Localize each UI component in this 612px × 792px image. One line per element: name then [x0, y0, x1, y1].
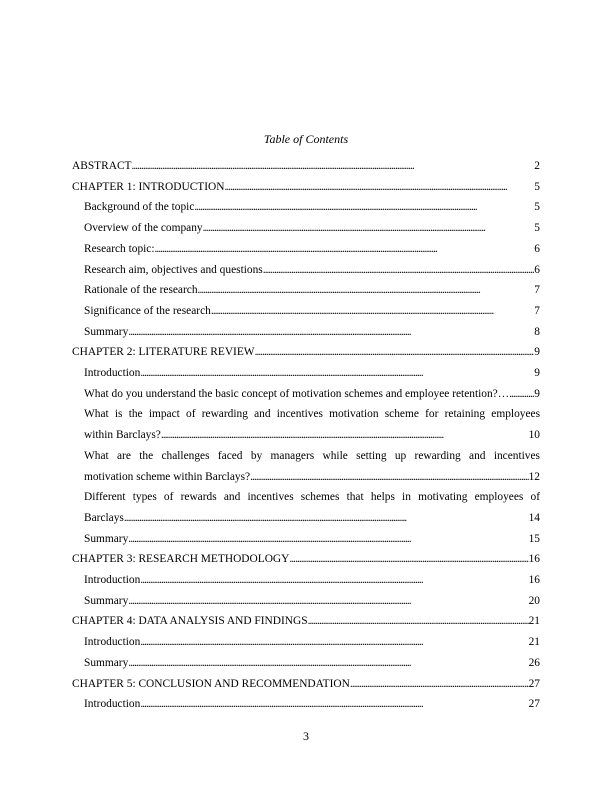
toc-entry[interactable]: [72, 632, 540, 653]
toc-entry-title: Introduction: [84, 367, 141, 380]
toc-entry[interactable]: [72, 446, 540, 487]
toc-entry-title: motivation scheme within Barclays?: [84, 470, 251, 483]
toc-entry-page: 8: [534, 325, 540, 338]
toc-entry-page: 20: [528, 594, 540, 607]
toc-entry[interactable]: [72, 549, 540, 570]
toc-entry-page: 6: [534, 242, 540, 255]
toc-entry[interactable]: [72, 218, 540, 239]
toc-entry-title: Introduction: [84, 574, 141, 587]
toc-entry[interactable]: [72, 260, 540, 281]
toc-entry-page: 16: [528, 553, 540, 566]
toc-entry-title: Introduction: [84, 698, 141, 711]
toc-entry-page: 16: [528, 574, 540, 587]
toc-entry-page: 10: [528, 429, 540, 442]
toc-entry[interactable]: [72, 156, 540, 177]
toc-entry-page: 15: [528, 532, 540, 545]
toc-entry-title: Background of the topic: [84, 201, 195, 214]
toc-entry-page: 9: [534, 387, 540, 400]
toc-entry[interactable]: [72, 570, 540, 591]
dot-leader: [140, 632, 528, 653]
toc-list: [72, 156, 540, 715]
dot-leader: [140, 363, 534, 384]
toc-entry-title: ABSTRACT: [72, 160, 132, 172]
toc-entry-title: Summary: [84, 325, 129, 338]
dot-leader: [161, 425, 529, 446]
toc-title: Table of Contents: [263, 132, 349, 146]
toc-entry-page: 27: [528, 677, 540, 690]
toc-entry-page: 27: [528, 698, 540, 711]
toc-entry-title: CHAPTER 1: INTRODUCTION: [72, 180, 225, 193]
toc-entry-title: Research topic:: [84, 242, 155, 255]
toc-entry[interactable]: [72, 363, 540, 384]
toc-entry-title: CHAPTER 5: CONCLUSION AND RECOMMENDATION: [72, 677, 350, 690]
dot-leader: [128, 653, 528, 674]
toc-entry-title: Summary: [84, 532, 129, 545]
toc-entry-title: What do you understand the basic concept of motivation schemes and employee retention?…: [84, 387, 510, 400]
toc-entry[interactable]: [72, 280, 540, 301]
dot-leader: [155, 239, 535, 260]
toc-entry[interactable]: [72, 591, 540, 612]
toc-entry-page: 14: [528, 511, 540, 524]
dot-leader: [225, 177, 535, 198]
toc-entry-first-line: What are the challenges faced by managers while setting up rewarding and incentives: [84, 449, 540, 462]
toc-entry[interactable]: [72, 611, 540, 632]
toc-entry-title: CHAPTER 4: DATA ANALYSIS AND FINDINGS: [72, 615, 308, 628]
dot-leader: [194, 197, 534, 218]
toc-entry-title: Summary: [84, 656, 129, 669]
toc-entry[interactable]: [72, 529, 540, 550]
page-number: 3: [303, 729, 309, 743]
toc-entry-first-line: Different types of rewards and incentives schemes that helps in motivating employees of: [84, 491, 540, 504]
toc-entry-page: 12: [528, 470, 540, 483]
toc-entry-title: Summary: [84, 594, 129, 607]
toc-entry[interactable]: [72, 694, 540, 715]
toc-entry-page: 5: [534, 201, 540, 214]
toc-entry-title: Rationale of the research: [84, 284, 198, 297]
toc-entry[interactable]: [72, 384, 540, 405]
toc-entry-page: 9: [534, 367, 540, 380]
toc-entry-page: 5: [534, 180, 540, 193]
dot-leader: [124, 508, 529, 529]
dot-leader: [509, 384, 534, 405]
toc-entry-page: 6: [534, 263, 540, 276]
toc-entry[interactable]: [72, 197, 540, 218]
dot-leader: [140, 570, 528, 591]
dot-leader: [128, 591, 528, 612]
toc-entry-title: Overview of the company: [84, 222, 203, 235]
dot-leader: [203, 218, 535, 239]
toc-entry-page: 7: [534, 304, 540, 317]
dot-leader: [308, 611, 529, 632]
toc-entry[interactable]: [72, 239, 540, 260]
dot-leader: [132, 156, 535, 177]
toc-entry[interactable]: [72, 322, 540, 343]
toc-entry[interactable]: [72, 653, 540, 674]
toc-entry-title: Barclays: [84, 511, 124, 524]
toc-entry-page: 9: [534, 346, 540, 359]
toc-entry[interactable]: [72, 487, 540, 528]
toc-entry-page: 21: [528, 615, 540, 628]
toc-entry-page: 2: [534, 160, 540, 172]
toc-entry[interactable]: [72, 674, 540, 695]
toc-entry[interactable]: [72, 342, 540, 363]
toc-entry-title: CHAPTER 3: RESEARCH METHODOLOGY: [72, 553, 290, 566]
toc-entry[interactable]: [72, 301, 540, 322]
toc-entry-page: 21: [528, 636, 540, 649]
toc-entry-title: Significance of the research: [84, 304, 211, 317]
toc-entry-first-line: What is the impact of rewarding and incentives motivation scheme for retaining employees: [84, 408, 540, 421]
dot-leader: [263, 260, 535, 281]
toc-entry-page: 5: [534, 222, 540, 235]
toc-entry-title: Research aim, objectives and questions: [84, 263, 263, 276]
toc-entry-title: Introduction: [84, 636, 141, 649]
toc-entry-page: 26: [528, 656, 540, 669]
toc-entry-title: CHAPTER 2: LITERATURE REVIEW: [72, 346, 255, 359]
dot-leader: [211, 301, 534, 322]
toc-entry-title: within Barclays?: [84, 429, 161, 442]
dot-leader: [128, 322, 534, 343]
toc-entry-page: 7: [534, 284, 540, 297]
dot-leader: [128, 529, 528, 550]
dot-leader: [350, 674, 529, 695]
toc-entry[interactable]: [72, 177, 540, 198]
dot-leader: [255, 342, 535, 363]
toc-entry[interactable]: [72, 404, 540, 445]
dot-leader: [289, 549, 528, 570]
dot-leader: [198, 280, 535, 301]
dot-leader: [140, 694, 528, 715]
dot-leader: [250, 467, 529, 488]
